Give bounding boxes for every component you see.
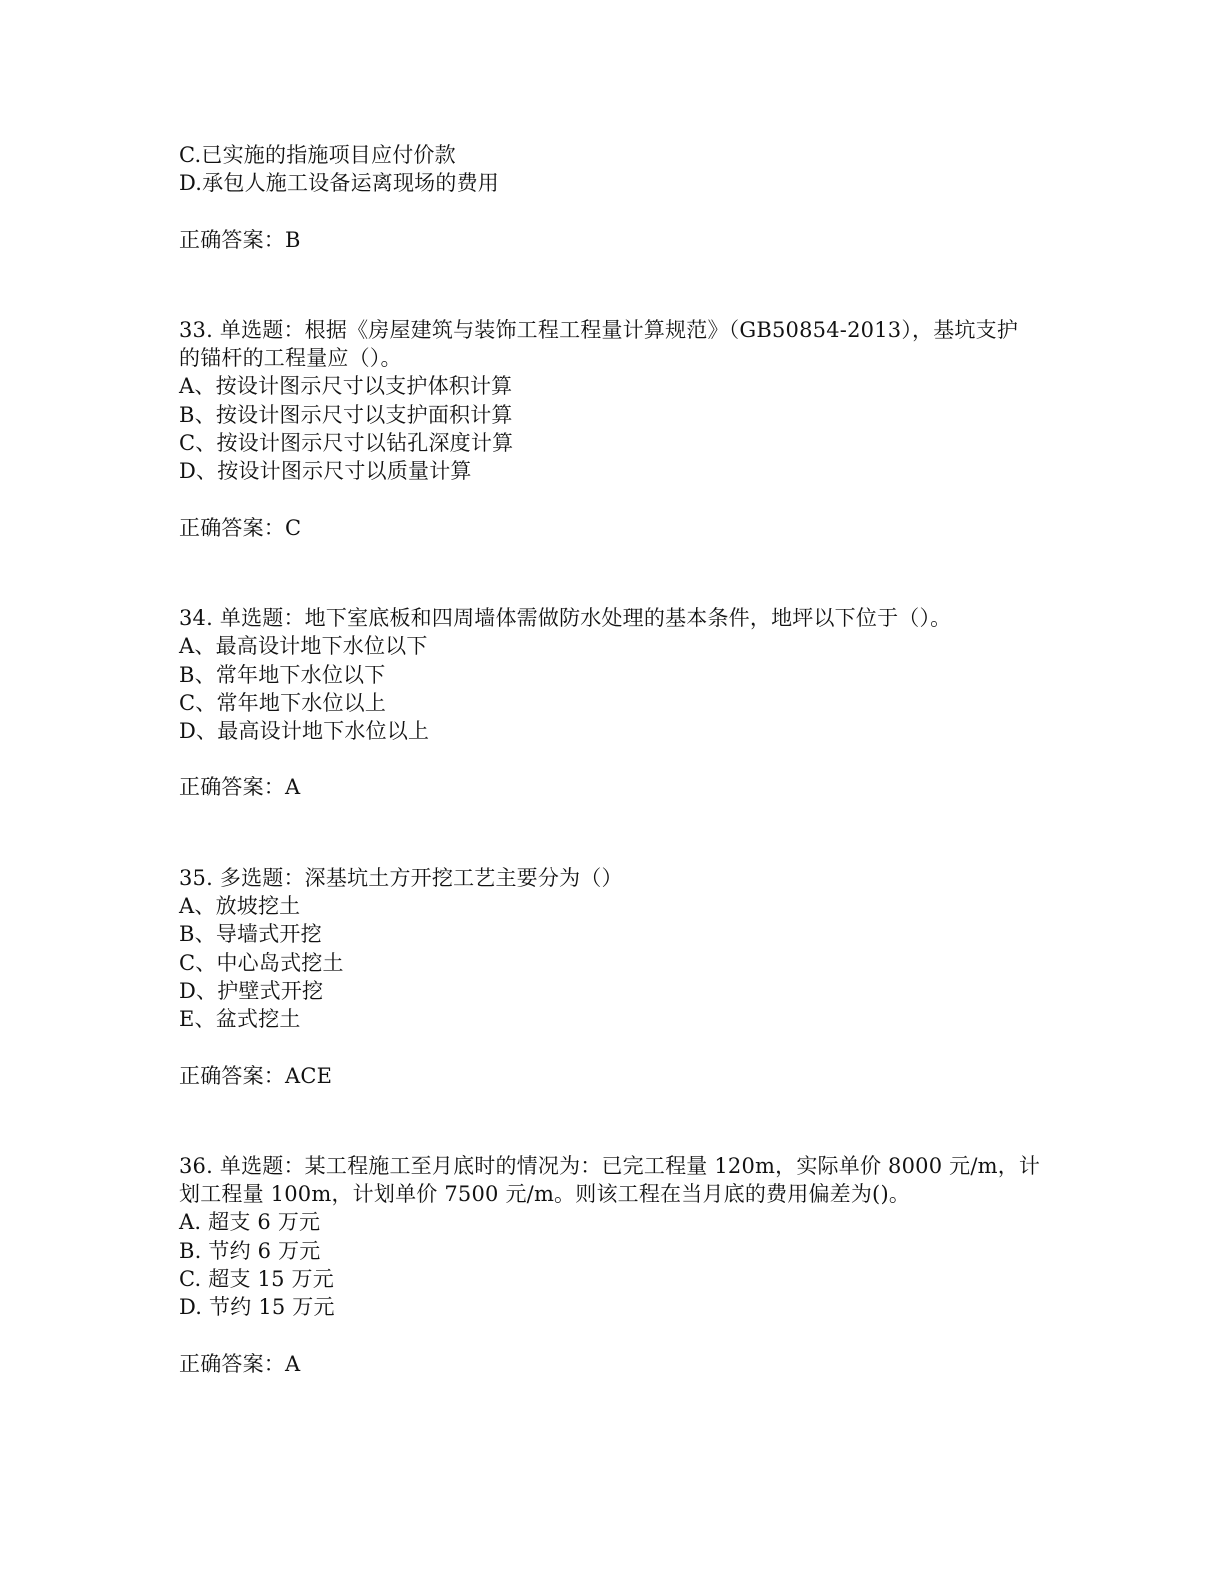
- question-stem: 34. 单选题：地下室底板和四周墙体需做防水处理的基本条件，地坪以下位于（）。: [179, 605, 952, 630]
- option-c: C、按设计图示尺寸以钻孔深度计算: [179, 431, 514, 456]
- option-c: C、常年地下水位以上: [179, 690, 387, 715]
- option-a: A、最高设计地下水位以下: [179, 634, 428, 659]
- question-32-tail: [179, 141, 1059, 254]
- option-b: B、导墙式开挖: [179, 922, 322, 947]
- option-c: C、中心岛式挖土: [179, 950, 344, 975]
- option-d: D、最高设计地下水位以上: [179, 719, 430, 744]
- option-b: B、按设计图示尺寸以支护面积计算: [179, 402, 513, 427]
- option-a: A、按设计图示尺寸以支护体积计算: [179, 374, 513, 399]
- question-35: [179, 864, 1059, 1090]
- option-b: B. 节约 6 万元: [179, 1238, 321, 1263]
- question-stem: 35. 多选题：深基坑土方开挖工艺主要分为（）: [179, 865, 623, 890]
- option-c: C. 超支 15 万元: [179, 1267, 334, 1292]
- document-page: [179, 141, 1059, 1378]
- question-stem-cont: 的锚杆的工程量应（）。: [179, 346, 402, 371]
- question-33: [179, 316, 1059, 542]
- option-d: D.承包人施工设备运离现场的费用: [179, 171, 499, 196]
- option-d: D. 节约 15 万元: [179, 1295, 335, 1320]
- question-stem: 36. 单选题：某工程施工至月底时的情况为：已完工程量 120m，实际单价 8000 元/m，计: [179, 1153, 1041, 1178]
- option-e: E、盆式挖土: [179, 1007, 301, 1032]
- correct-answer: 正确答案：B: [179, 227, 301, 252]
- option-b: B、常年地下水位以下: [179, 662, 386, 687]
- question-stem: 33. 单选题：根据《房屋建筑与装饰工程工程量计算规范》（GB50854-2013），基坑支护: [179, 317, 1019, 342]
- option-c: C.已实施的指施项目应付价款: [179, 143, 456, 167]
- option-d: D、护壁式开挖: [179, 978, 324, 1003]
- option-a: A、放坡挖土: [179, 894, 301, 919]
- question-34: [179, 604, 1059, 802]
- correct-answer: 正确答案：A: [179, 1351, 301, 1376]
- correct-answer: 正确答案：C: [179, 515, 302, 540]
- question-36: [179, 1152, 1059, 1378]
- option-a: A. 超支 6 万元: [179, 1210, 321, 1235]
- question-stem-cont: 划工程量 100m，计划单价 7500 元/m。则该工程在当月底的费用偏差为()。: [179, 1182, 911, 1207]
- option-d: D、按设计图示尺寸以质量计算: [179, 459, 472, 484]
- correct-answer: 正确答案：A: [179, 775, 301, 800]
- correct-answer: 正确答案：ACE: [179, 1063, 333, 1088]
